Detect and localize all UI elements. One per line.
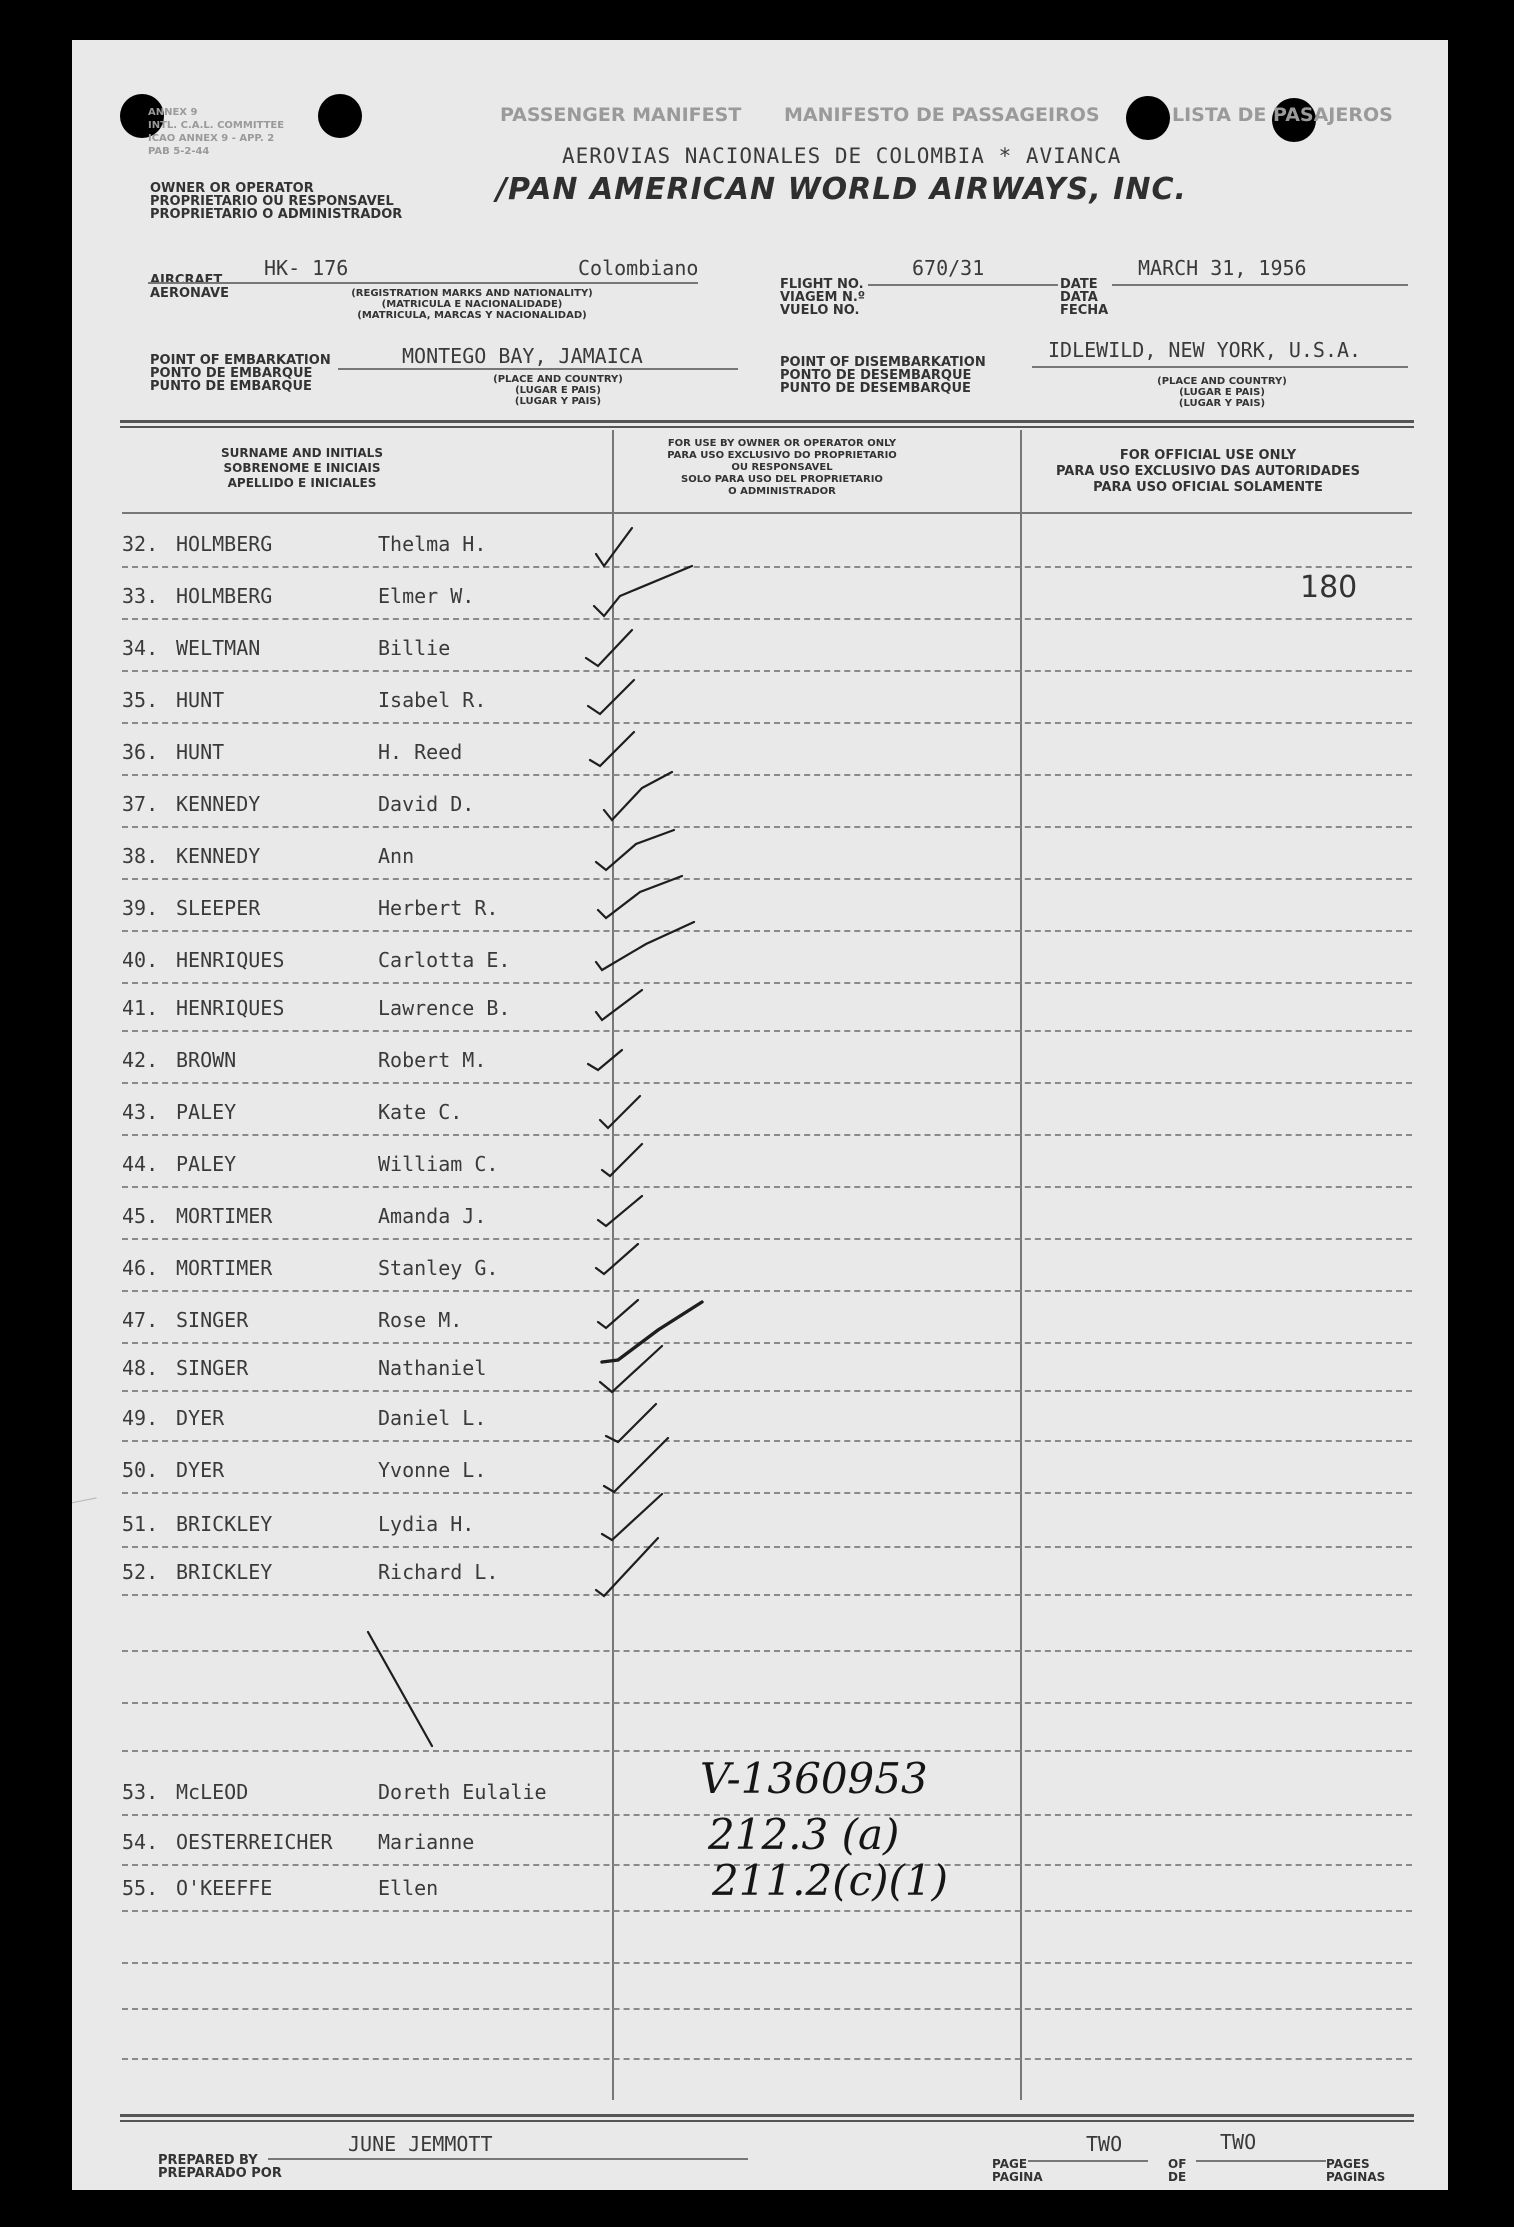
table-row: 53. McLEOD Doreth Eulalie: [122, 1780, 1412, 1816]
check-mark-icon: [588, 1050, 622, 1070]
aircraft-caption: (REGISTRATION MARKS AND NATIONALITY) (MATRICULA E NACIONALIDADE) (MATRICULA, MARCAS Y NACIONALIDAD): [351, 288, 593, 321]
table-row: 51. BRICKLEY Lydia H.: [122, 1512, 1412, 1548]
table-row: 33. HOLMBERG Elmer W.: [122, 584, 1412, 620]
manifest-sheet: [72, 40, 1448, 2190]
check-mark-icon: [596, 990, 642, 1020]
title-english: PASSENGER MANIFEST: [500, 104, 742, 126]
flight-label: FLIGHT NO. VIAGEM N.º VUELO NO.: [780, 277, 866, 318]
check-mark-icon: [598, 1300, 638, 1328]
table-row: 49. DYER Daniel L.: [122, 1406, 1412, 1442]
table-row: 42. BROWN Robert M.: [122, 1048, 1412, 1084]
table-row: 55. O'KEEFFE Ellen: [122, 1876, 1412, 1912]
check-mark-icon: [590, 732, 634, 766]
column-header-official-use: FOR OFFICIAL USE ONLY PARA USO EXCLUSIVO DAS AUTORIDADES PARA USO OFICIAL SOLAMENTE: [1055, 448, 1361, 495]
disembarkation-value: IDLEWILD, NEW YORK, U.S.A.: [1048, 338, 1362, 362]
check-mark-icon: [596, 1244, 638, 1274]
table-row: 47. SINGER Rose M.: [122, 1308, 1412, 1344]
of-rule: [1196, 2160, 1326, 2162]
table-row: 43. PALEY Kate C.: [122, 1100, 1412, 1136]
aircraft-registration: HK- 176: [264, 256, 349, 280]
owner-line-2: /PAN AMERICAN WORLD AIRWAYS, INC.: [496, 172, 1187, 207]
check-mark-icon: [602, 1494, 662, 1540]
flight-date: MARCH 31, 1956: [1138, 256, 1307, 280]
table-row: 48. SINGER Nathaniel: [122, 1356, 1412, 1392]
table-row: 41. HENRIQUES Lawrence B.: [122, 996, 1412, 1032]
column-header-name: SURNAME AND INITIALS SOBRENOME E INICIAIS APELLIDO E INICIALES: [221, 446, 383, 490]
aircraft-name: Colombiano: [578, 256, 699, 280]
table-row: 45. MORTIMER Amanda J.: [122, 1204, 1412, 1240]
check-mark-icon: [598, 876, 682, 918]
disembarkation-label: POINT OF DISEMBARKATION PONTO DE DESEMBARQUE PUNTO DE DESEMBARQUE: [780, 355, 986, 396]
form-reference: ANNEX 9 INTL. C.A.L. COMMITTEE ICAO ANNEX 9 - APP. 2 PAB 5-2-44: [148, 107, 285, 157]
disembarkation-caption: (PLACE AND COUNTRY) (LUGAR E PAIS) (LUGAR Y PAIS): [1157, 376, 1287, 409]
embarkation-caption: (PLACE AND COUNTRY) (LUGAR E PAIS) (LUGAR Y PAIS): [493, 374, 623, 407]
check-marks: [72, 40, 1448, 2190]
title-spanish: LISTA DE PASAJEROS: [1172, 104, 1393, 126]
handwritten-note: 212.3 (a): [708, 1810, 900, 1859]
check-mark-icon: [586, 630, 632, 666]
check-mark-icon: [602, 1144, 642, 1176]
table-row: 40. HENRIQUES Carlotta E.: [122, 948, 1412, 984]
date-label: DATE DATA FECHA: [1060, 277, 1109, 318]
page-rule: [1028, 2160, 1148, 2162]
table-row: 32. HOLMBERG Thelma H.: [122, 532, 1412, 568]
pages-label: PAGES PAGINAS: [1326, 2157, 1386, 2184]
embarkation-label: POINT OF EMBARKATION PONTO DE EMBARQUE PUNTO DE EMBARQUE: [150, 353, 331, 394]
stray-pen-stroke: [72, 1498, 96, 1510]
table-row: 35. HUNT Isabel R.: [122, 688, 1412, 724]
table-row: 52. BRICKLEY Richard L.: [122, 1560, 1412, 1596]
official-note: 180: [1300, 570, 1358, 605]
owner-line-1: AEROVIAS NACIONALES DE COLOMBIA * AVIANCA: [562, 144, 1122, 168]
prepared-by-label: PREPARED BY PREPARADO POR: [158, 2153, 282, 2181]
prepared-by-value: JUNE JEMMOTT: [348, 2132, 493, 2156]
embarkation-value: MONTEGO BAY, JAMAICA: [402, 344, 643, 368]
check-mark-icon: [600, 1096, 640, 1128]
check-mark-icon: [596, 922, 694, 970]
aircraft-label: AIRCRAFT AERONAVE: [150, 273, 230, 301]
check-mark-icon: [604, 1438, 668, 1492]
page-value: TWO: [1086, 2132, 1123, 2156]
check-mark-icon: [598, 1196, 642, 1226]
check-mark-icon: [588, 680, 634, 714]
table-row: 38. KENNEDY Ann: [122, 844, 1412, 880]
handwritten-note: V-1360953: [700, 1754, 928, 1803]
table-row: 34. WELTMAN Billie: [122, 636, 1412, 672]
column-header-owner-use: FOR USE BY OWNER OR OPERATOR ONLY PARA USO EXCLUSIVO DO PROPRIETARIO OU RESPONSAVEL SOLO PARA USO DEL PROPRIETARIO O ADMINISTRADOR: [667, 438, 897, 497]
owner-label: OWNER OR OPERATOR PROPRIETARIO OU RESPONSAVEL PROPRIETARIO O ADMINISTRADOR: [150, 181, 403, 222]
check-mark-icon: [596, 830, 674, 870]
table-row: 46. MORTIMER Stanley G.: [122, 1256, 1412, 1292]
check-mark-icon: [596, 528, 632, 566]
stray-pen-stroke: [368, 1632, 432, 1746]
table-row: 36. HUNT H. Reed: [122, 740, 1412, 776]
check-mark-icon: [602, 1302, 702, 1362]
prepared-rule: [268, 2158, 748, 2160]
title-portuguese: MANIFESTO DE PASSAGEIROS: [784, 104, 1100, 126]
flight-number: 670/31: [912, 256, 985, 280]
of-value: TWO: [1220, 2130, 1257, 2154]
page-label: PAGE PAGINA: [992, 2157, 1043, 2184]
check-mark-icon: [596, 1538, 658, 1596]
table-row: 50. DYER Yvonne L.: [122, 1458, 1412, 1494]
check-mark-icon: [600, 1346, 662, 1392]
footer-rule: [120, 2114, 1414, 2117]
check-mark-icon: [594, 566, 692, 616]
check-mark-icon: [604, 772, 672, 820]
check-mark-icon: [606, 1404, 656, 1442]
table-row: 54. OESTERREICHER Marianne: [122, 1830, 1412, 1866]
table-row: 39. SLEEPER Herbert R.: [122, 896, 1412, 932]
table-row: 44. PALEY William C.: [122, 1152, 1412, 1188]
of-label: OF DE: [1168, 2157, 1187, 2184]
handwritten-note: 211.2(c)(1): [712, 1856, 949, 1905]
table-row: 37. KENNEDY David D.: [122, 792, 1412, 828]
footer-rule: [120, 2120, 1414, 2122]
